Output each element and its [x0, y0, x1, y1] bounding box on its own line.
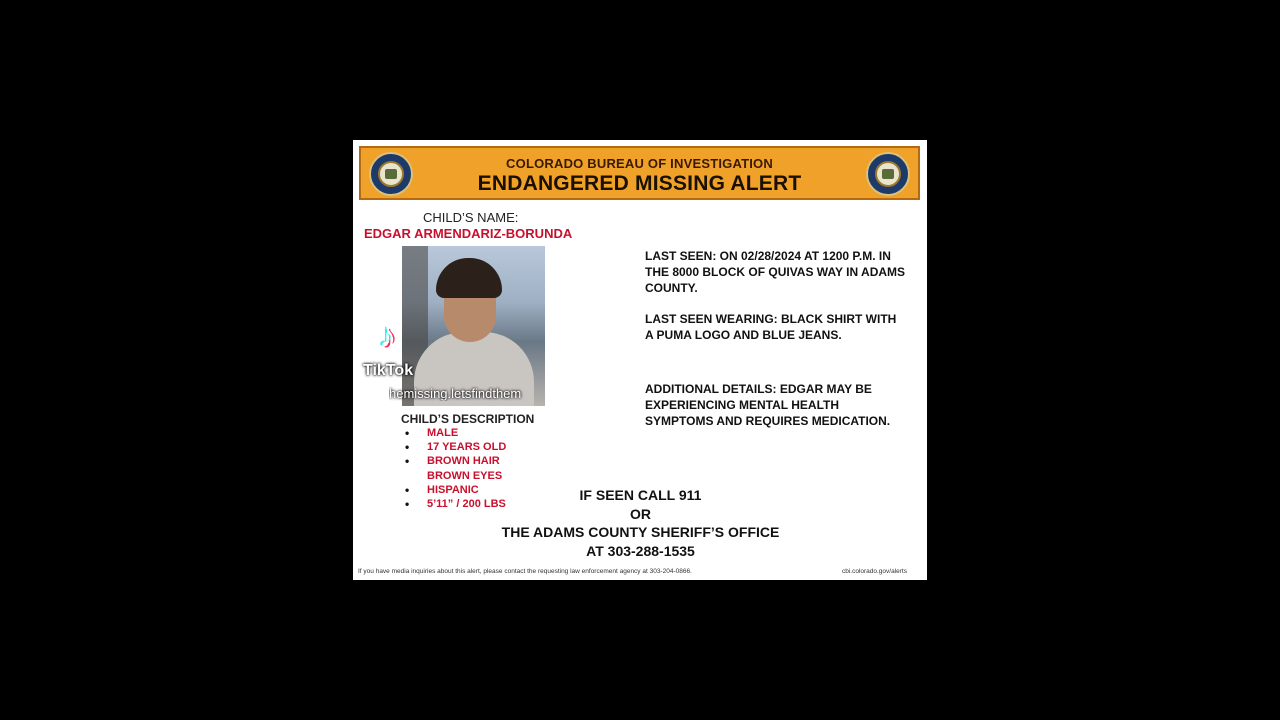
alerts-url: cbi.colorado.gov/alerts	[841, 568, 907, 575]
alert-banner	[359, 146, 920, 200]
last-seen-wearing-text: LAST SEEN WEARING: BLACK SHIRT WITH A PUMA LOGO AND BLUE JEANS.	[645, 312, 897, 342]
tiktok-watermark: TikTok	[363, 362, 414, 379]
description-item: BROWN EYES	[427, 469, 503, 482]
description-heading: CHILD’S DESCRIPTION	[401, 412, 535, 426]
missing-alert-flyer	[353, 140, 927, 580]
call-line-3: THE ADAMS COUNTY SHERIFF’S OFFICE	[501, 524, 780, 540]
tiktok-logo-icon: ♪	[379, 317, 396, 355]
description-item: • 17 YEARS OLD	[405, 440, 506, 454]
additional-details-text: ADDITIONAL DETAILS: EDGAR MAY BE EXPERIENCING MENTAL HEALTH SYMPTOMS AND REQUIRES MEDICATION.	[645, 382, 891, 428]
description-item: • 5’11” / 200 LBS	[405, 497, 506, 511]
child-name: EDGAR ARMENDARIZ-BORUNDA	[364, 226, 573, 241]
call-line-2: OR	[630, 505, 651, 522]
media-note: If you have media inquiries about this alert, please contact the requesting law enforcement agency at 303-204-0866.	[358, 568, 692, 575]
call-to-action	[473, 486, 808, 560]
last-seen-text: LAST SEEN: ON 02/28/2024 AT 1200 P.M. IN THE 8000 BLOCK OF QUIVAS WAY IN ADAMS COUNTY.	[645, 249, 906, 295]
call-line-4: AT 303-288-1535	[586, 542, 695, 559]
child-name-label: CHILD’S NAME:	[423, 210, 519, 225]
description-item: • HISPANIC	[405, 483, 506, 497]
tiktok-handle: hemissing.letsfindthem	[389, 386, 522, 401]
photo-hair	[436, 258, 502, 298]
alert-title: ENDANGERED MISSING ALERT	[477, 172, 802, 195]
description-item: • BROWN HAIR	[405, 454, 506, 468]
call-line-1: IF SEEN CALL 911	[579, 487, 702, 503]
agency-name: COLORADO BUREAU OF INVESTIGATION	[506, 156, 773, 171]
description-item: • MALE	[405, 426, 506, 440]
child-photo	[402, 246, 545, 406]
cbi-seal-icon	[866, 152, 910, 196]
